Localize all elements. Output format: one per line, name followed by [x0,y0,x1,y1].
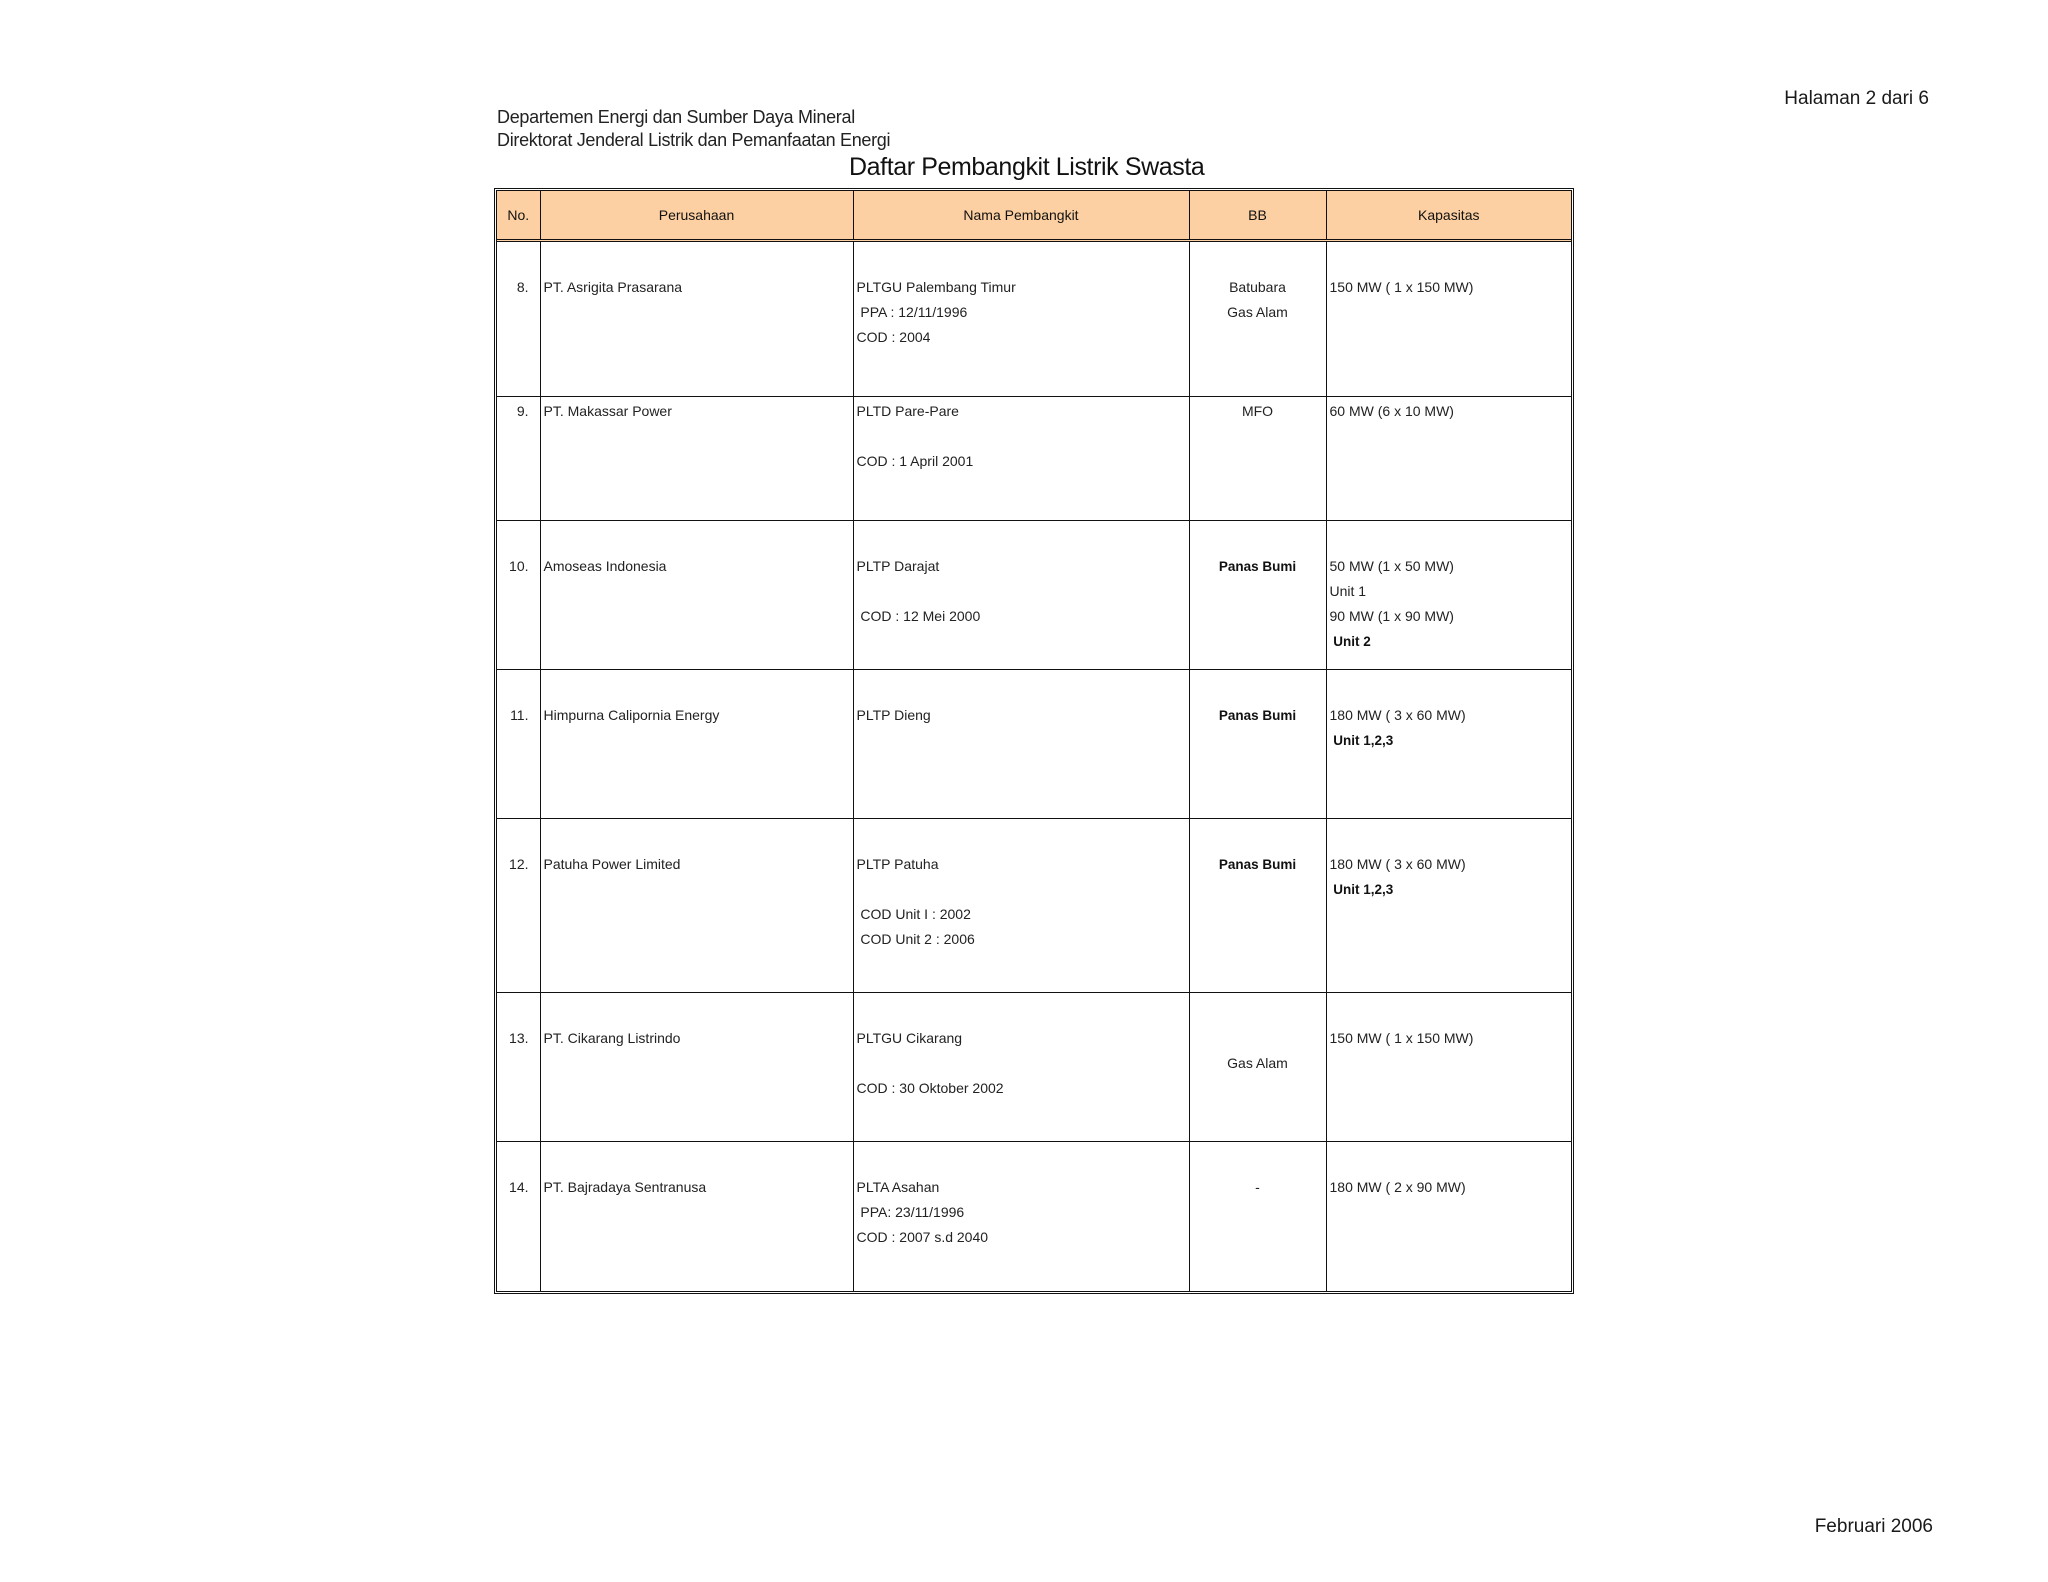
cell-kapasitas: 180 MW ( 2 x 90 MW) [1326,1142,1571,1291]
cell-bb: Gas Alam [1189,993,1326,1142]
column-header-perusahaan: Perusahaan [540,191,853,241]
power-plant-table-frame [494,188,1574,1294]
table-row [497,241,1571,397]
page-number: Halaman 2 dari 6 [1784,88,1929,109]
footer-date: Februari 2006 [1814,1516,1933,1537]
power-plant-table [497,191,1571,1291]
table-row [497,670,1571,819]
cell-kapasitas: 180 MW ( 3 x 60 MW) Unit 1,2,3 [1326,819,1571,993]
cell-perusahaan: Himpurna Calipornia Energy [540,670,853,819]
cell-perusahaan: PT. Makassar Power [540,397,853,521]
org-name-ministry: Departemen Energi dan Sumber Daya Mineral [497,107,855,127]
cell-nama-pembangkit: PLTGU Palembang Timur PPA : 12/11/1996 COD : 2004 [853,241,1189,397]
cell-kapasitas: 50 MW (1 x 50 MW) Unit 1 90 MW (1 x 90 MW) Unit 2 [1326,521,1571,670]
cell-no: 14. [497,1142,540,1291]
cell-kapasitas: 150 MW ( 1 x 150 MW) [1326,241,1571,397]
cell-nama-pembangkit: PLTD Pare-Pare COD : 1 April 2001 [853,397,1189,521]
column-header-nama-pembangkit: Nama Pembangkit [853,191,1189,241]
cell-kapasitas: 60 MW (6 x 10 MW) [1326,397,1571,521]
table-row [497,397,1571,521]
table-row [497,521,1571,670]
cell-nama-pembangkit: PLTP Dieng [853,670,1189,819]
cell-nama-pembangkit: PLTP Darajat COD : 12 Mei 2000 [853,521,1189,670]
table-row [497,1142,1571,1291]
column-header-no: No. [497,191,540,241]
column-header-bb: BB [1189,191,1326,241]
cell-perusahaan: PT. Bajradaya Sentranusa [540,1142,853,1291]
document-title: Daftar Pembangkit Listrik Swasta [849,153,1205,181]
cell-no: 12. [497,819,540,993]
cell-no: 9. [497,397,540,521]
cell-bb: MFO [1189,397,1326,521]
org-name-directorate: Direktorat Jenderal Listrik dan Pemanfaatan Energi [497,130,891,150]
cell-bb: Panas Bumi [1189,521,1326,670]
cell-perusahaan: Patuha Power Limited [540,819,853,993]
cell-bb: Batubara Gas Alam [1189,241,1326,397]
cell-bb: Panas Bumi [1189,670,1326,819]
cell-bb: Panas Bumi [1189,819,1326,993]
cell-perusahaan: PT. Cikarang Listrindo [540,993,853,1142]
cell-nama-pembangkit: PLTA Asahan PPA: 23/11/1996 COD : 2007 s.d 2040 [853,1142,1189,1291]
cell-no: 13. [497,993,540,1142]
table-row [497,819,1571,993]
cell-no: 8. [497,241,540,397]
cell-no: 11. [497,670,540,819]
cell-no: 10. [497,521,540,670]
cell-nama-pembangkit: PLTGU Cikarang COD : 30 Oktober 2002 [853,993,1189,1142]
cell-kapasitas: 180 MW ( 3 x 60 MW) Unit 1,2,3 [1326,670,1571,819]
column-header-kapasitas: Kapasitas [1326,191,1571,241]
cell-bb: - [1189,1142,1326,1291]
cell-perusahaan: Amoseas Indonesia [540,521,853,670]
cell-kapasitas: 150 MW ( 1 x 150 MW) [1326,993,1571,1142]
cell-nama-pembangkit: PLTP Patuha COD Unit I : 2002 COD Unit 2 : 2006 [853,819,1189,993]
cell-perusahaan: PT. Asrigita Prasarana [540,241,853,397]
table-header-row [497,191,1571,241]
table-row [497,993,1571,1142]
